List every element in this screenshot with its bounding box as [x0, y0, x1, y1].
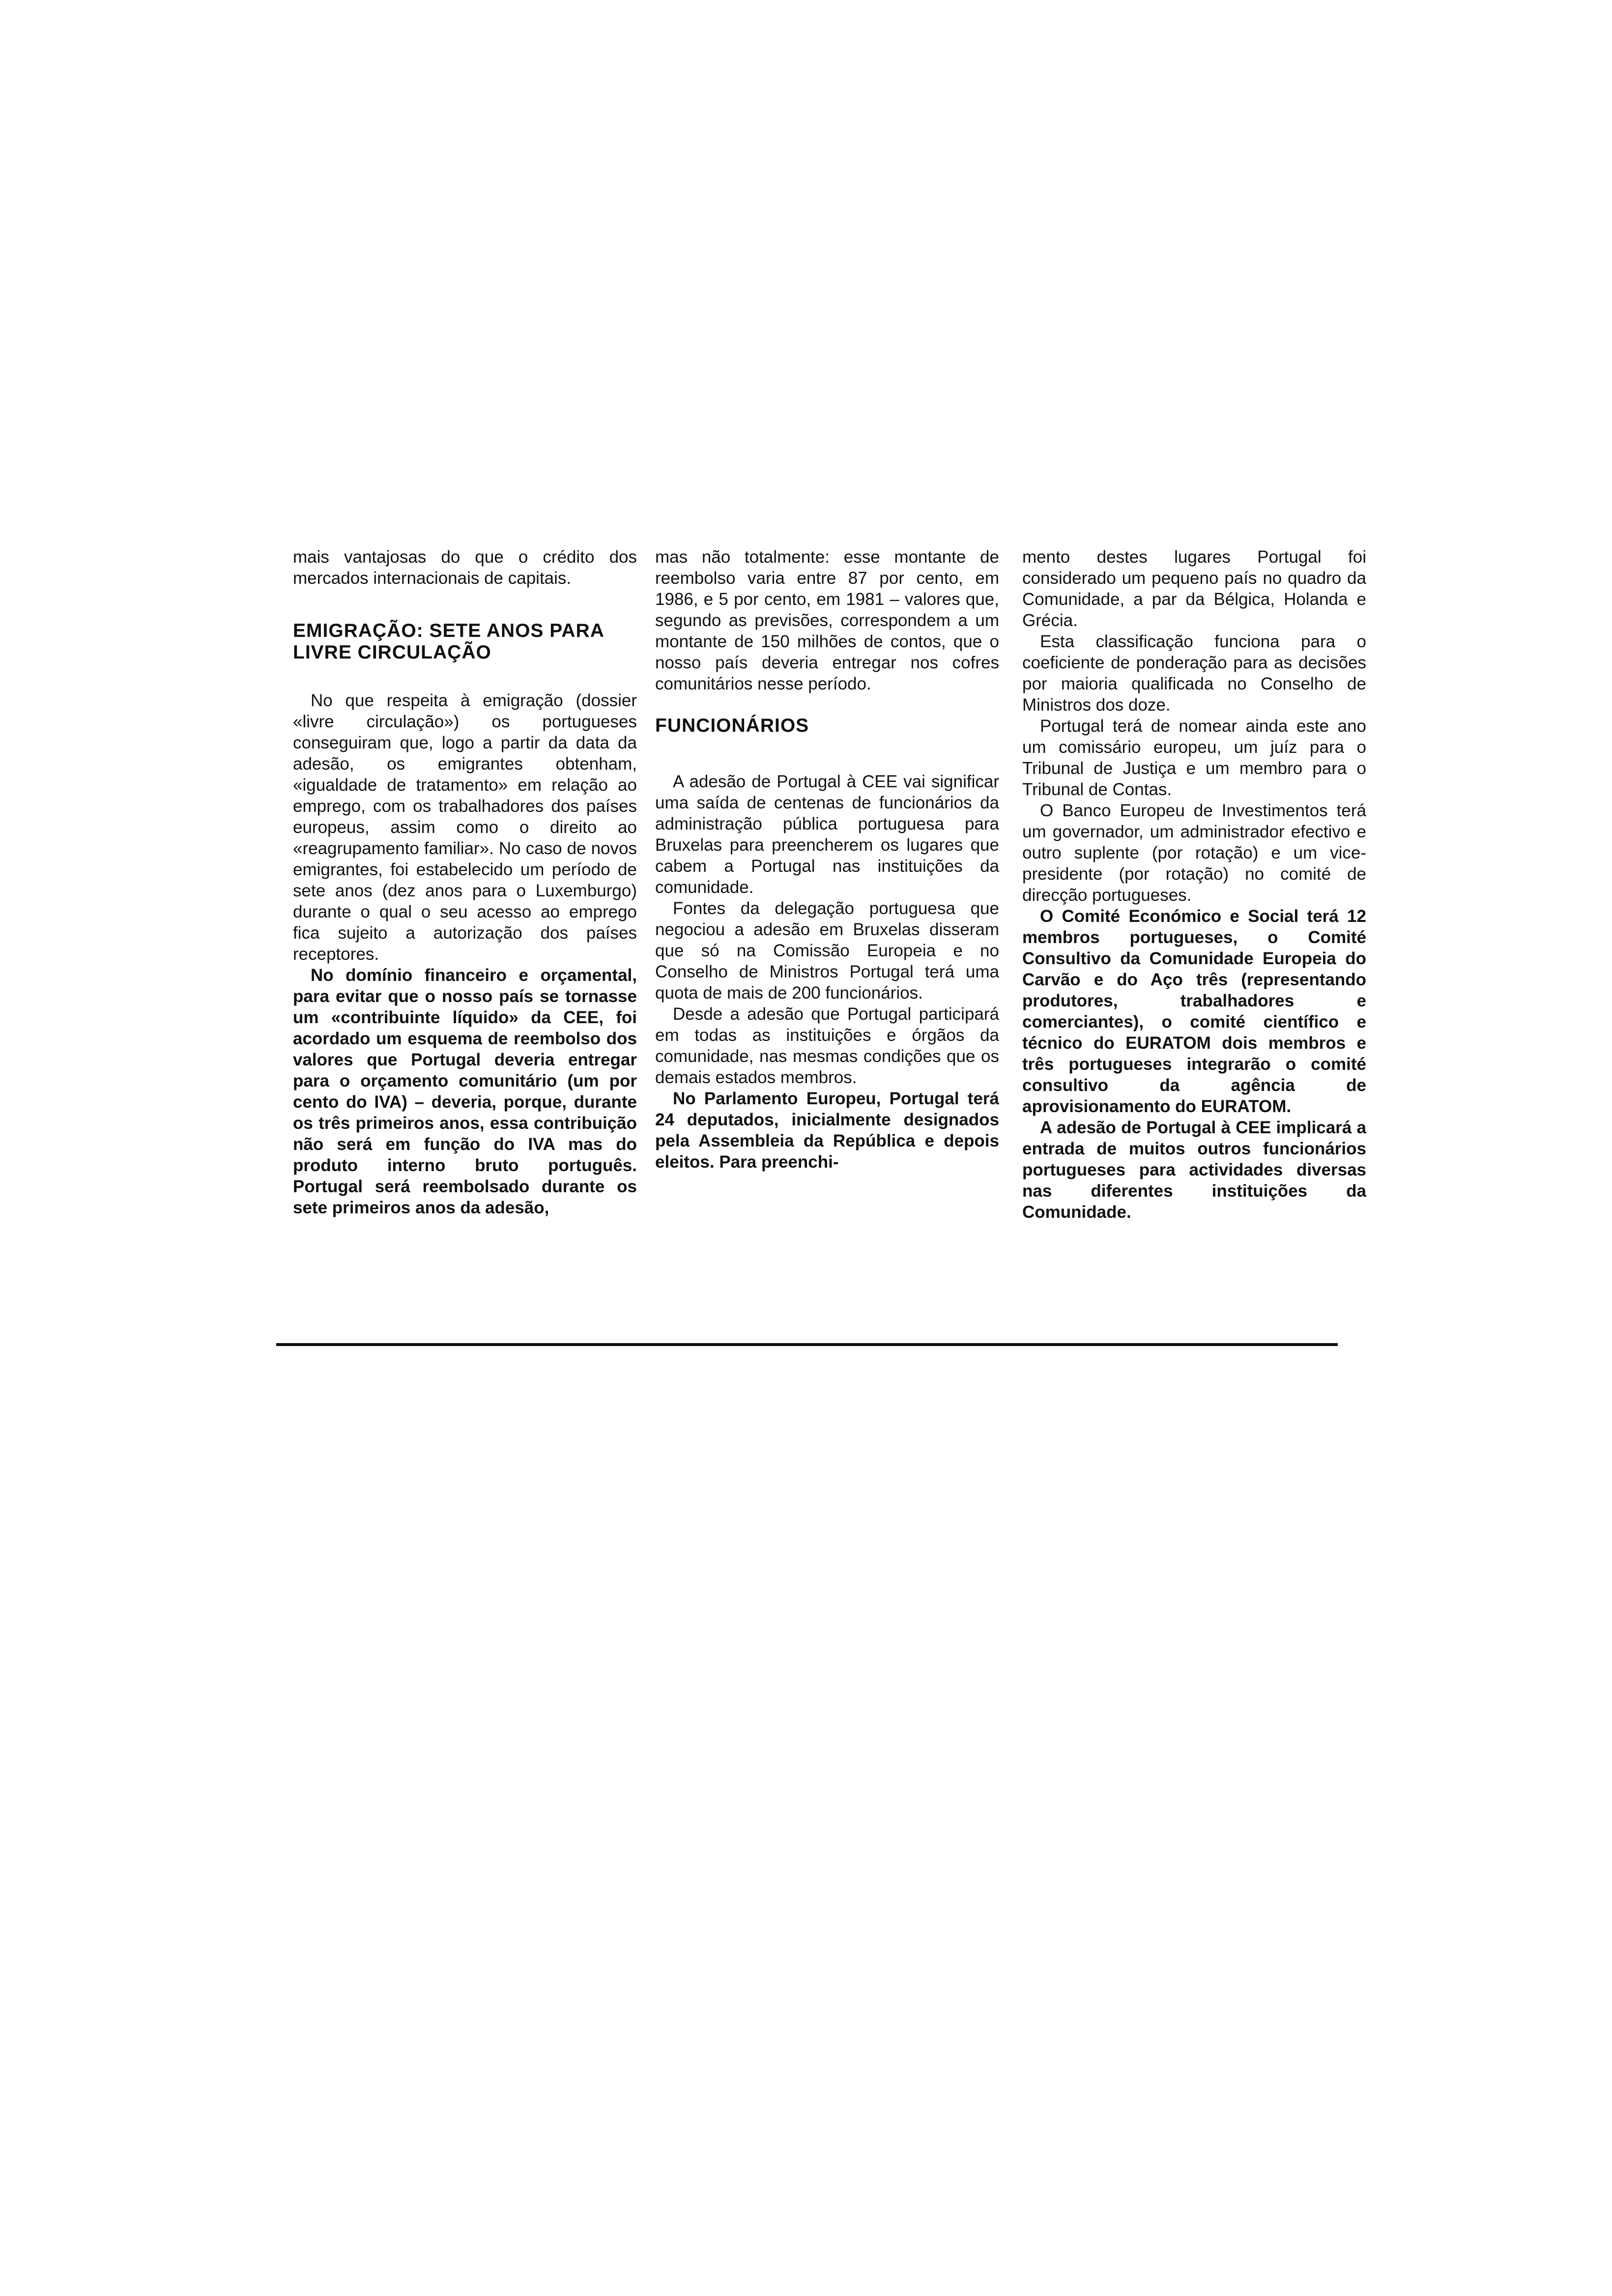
- paragraph: Portugal terá de nomear ainda este ano um comissário europeu, um juíz para o Tribunal de Justiça e um membro para o Tribunal de Contas.: [1022, 717, 1366, 799]
- paragraph: Desde a adesão que Portugal participará em todas as instituições e órgãos da comunidade, nas mesmas condições que os demais estados membros.: [655, 1004, 999, 1087]
- paragraph-continuation: mais vantajosas do que o crédito dos mercados internacionais de capitais.: [293, 547, 637, 588]
- paragraph-continuation: mas não totalmente: esse montante de reembolso varia entre 87 por cento, em 1986, e 5 por cento, em 1981 – valores que, segundo as previsões, correspondem a um montante de 150 milhões de contos, que o nosso país deveria entregar nos cofres comunitários nesse período.: [655, 547, 999, 693]
- article-column-2: [655, 546, 999, 1173]
- paragraph: Fontes da delegação portuguesa que negociou a adesão em Bruxelas disseram que só na Comissão Europeia e no Conselho de Ministros Portugal terá uma quota de mais de 200 funcionários.: [655, 899, 999, 1003]
- paragraph: No que respeita à emigração (dossier «livre circulação») os portugueses conseguiram que, logo a partir da data da adesão, os emigrantes obtenham, «igualdade de tratamento» em relação ao emprego, com os trabalhadores dos países europeus, assim como o direito ao «reagrupamento familiar». No caso de novos emigrantes, foi estabelecido um período de sete anos (dez anos para o Luxemburgo) durante o qual o seu acesso ao emprego fica sujeito a autorização dos países receptores.: [293, 691, 637, 964]
- section-heading-emigracao: EMIGRAÇÃO: SETE ANOS PARA LIVRE CIRCULAÇÃO: [293, 620, 604, 663]
- section-heading-funcionarios: FUNCIONÁRIOS: [655, 715, 809, 736]
- paragraph: O Banco Europeu de Investimentos terá um governador, um administrador efectivo e outro suplente (por rotação) e um vice-presidente (por rotação) no comité de direcção portugueses.: [1022, 801, 1366, 905]
- article-column-3: [1022, 546, 1366, 1223]
- paragraph: No Parlamento Europeu, Portugal terá 24 deputados, inicialmente designados pela Assembleia da República e depois eleitos. Para preenchi-: [655, 1089, 999, 1172]
- article-column-1: [293, 546, 637, 1218]
- paragraph: O Comité Económico e Social terá 12 membros portugueses, o Comité Consultivo da Comunidade Europeia do Carvão e do Aço três (representando produtores, trabalhadores e comerciantes), o comité científico e técnico do EURATOM dois membros e três portugueses integrarão o comité consultivo da agência de aprovisionamento do EURATOM.: [1022, 907, 1366, 1116]
- paragraph-continuation: mento destes lugares Portugal foi considerado um pequeno país no quadro da Comunidade, a par da Bélgica, Holanda e Grécia.: [1022, 547, 1366, 630]
- paragraph: No domínio financeiro e orçamental, para evitar que o nosso país se tornasse um «contribuinte líquido» da CEE, foi acordado um esquema de reembolso dos valores que Portugal deveria entregar para o orçamento comunitário (um por cento do IVA) – deveria, porque, durante os três primeiros anos, essa contribuição não será em função do IVA mas do produto interno bruto português. Portugal será reembolsado durante os sete primeiros anos da adesão,: [293, 966, 637, 1217]
- horizontal-rule: [276, 1343, 1338, 1346]
- paragraph: Esta classificação funciona para o coeficiente de ponderação para as decisões por maioria qualificada no Conselho de Ministros dos doze.: [1022, 632, 1366, 715]
- paragraph: A adesão de Portugal à CEE implicará a entrada de muitos outros funcionários portugueses para actividades diversas nas diferentes instituições da Comunidade.: [1022, 1118, 1366, 1222]
- paragraph: A adesão de Portugal à CEE vai significar uma saída de centenas de funcionários da administração pública portuguesa para Bruxelas para preencherem os lugares que cabem a Portugal nas instituições da comunidade.: [655, 772, 999, 897]
